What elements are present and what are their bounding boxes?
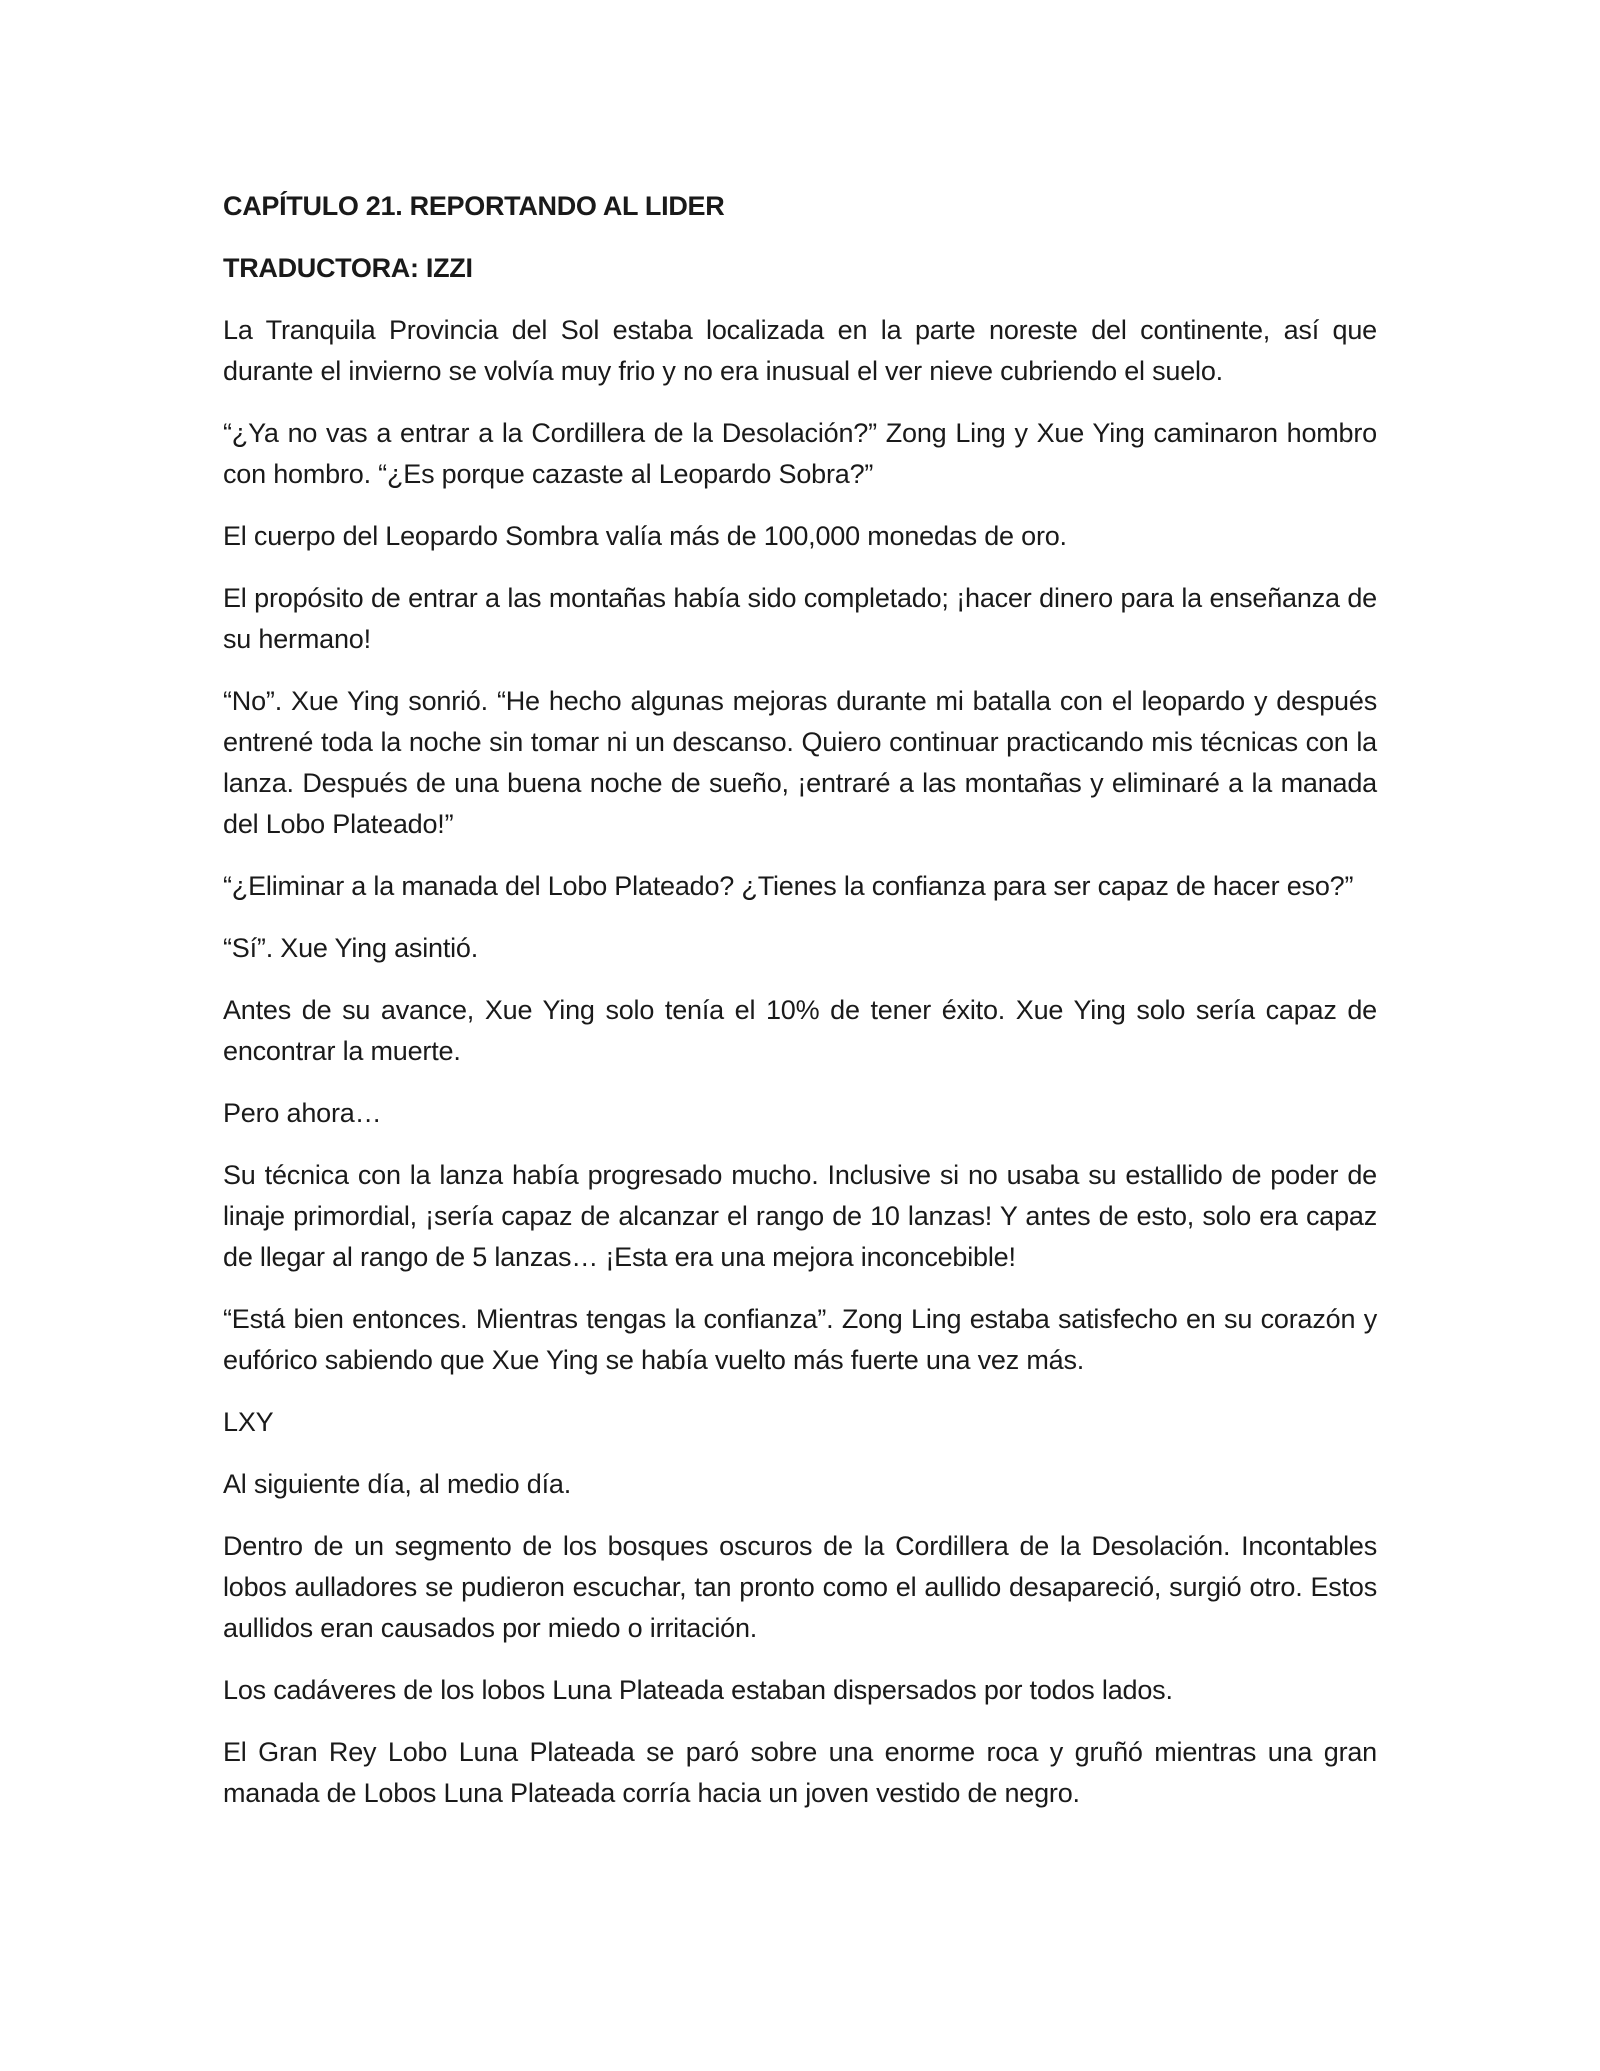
section-break: LXY <box>223 1407 274 1437</box>
paragraph: La Tranquila Provincia del Sol estaba localizada en la parte noreste del continente, así que durante el invierno se volvía muy frio y no era inusual el ver nieve cubriendo el suelo. <box>223 315 1377 386</box>
paragraph: El Gran Rey Lobo Luna Plateada se paró sobre una enorme roca y gruñó mientras una gran manada de Lobos Luna Plateada corría hacia un joven vestido de negro. <box>223 1737 1377 1808</box>
paragraph: Dentro de un segmento de los bosques oscuros de la Cordillera de la Desolación. Incontables lobos aulladores se pudieron escuchar, tan pronto como el aullido desapareció, surgió otro. Estos aullidos eran causados por miedo o irritación. <box>223 1531 1377 1643</box>
paragraph: “¿Eliminar a la manada del Lobo Plateado? ¿Tienes la confianza para ser capaz de hacer eso?” <box>223 871 1354 901</box>
document-body <box>223 186 1377 1835</box>
paragraph: “Sí”. Xue Ying asintió. <box>223 933 479 963</box>
paragraph: Su técnica con la lanza había progresado mucho. Inclusive si no usaba su estallido de poder de linaje primordial, ¡sería capaz de alcanzar el rango de 10 lanzas! Y antes de esto, solo era capaz de llegar al rango de 5 lanzas… ¡Esta era una mejora inconcebible! <box>223 1160 1377 1272</box>
translator-credit: TRADUCTORA: IZZI <box>223 253 473 283</box>
paragraph: Al siguiente día, al medio día. <box>223 1469 572 1499</box>
paragraph: Antes de su avance, Xue Ying solo tenía el 10% de tener éxito. Xue Ying solo sería capaz de encontrar la muerte. <box>223 995 1377 1066</box>
chapter-title: CAPÍTULO 21. REPORTANDO AL LIDER <box>223 191 725 221</box>
paragraph: El cuerpo del Leopardo Sombra valía más de 100,000 monedas de oro. <box>223 521 1067 551</box>
paragraph: “Está bien entonces. Mientras tengas la confianza”. Zong Ling estaba satisfecho en su corazón y eufórico sabiendo que Xue Ying se había vuelto más fuerte una vez más. <box>223 1304 1377 1375</box>
paragraph: “¿Ya no vas a entrar a la Cordillera de la Desolación?” Zong Ling y Xue Ying caminaron hombro con hombro. “¿Es porque cazaste al Leopardo Sobra?” <box>223 418 1377 489</box>
paragraph: Pero ahora… <box>223 1098 382 1128</box>
paragraph: Los cadáveres de los lobos Luna Plateada estaban dispersados por todos lados. <box>223 1675 1173 1705</box>
paragraph: El propósito de entrar a las montañas había sido completado; ¡hacer dinero para la enseñanza de su hermano! <box>223 583 1377 654</box>
paragraph: “No”. Xue Ying sonrió. “He hecho algunas mejoras durante mi batalla con el leopardo y después entrené toda la noche sin tomar ni un descanso. Quiero continuar practicando mis técnicas con la lanza. Después de una buena noche de sueño, ¡entraré a las montañas y eliminaré a la manada del Lobo Plateado!” <box>223 686 1377 839</box>
